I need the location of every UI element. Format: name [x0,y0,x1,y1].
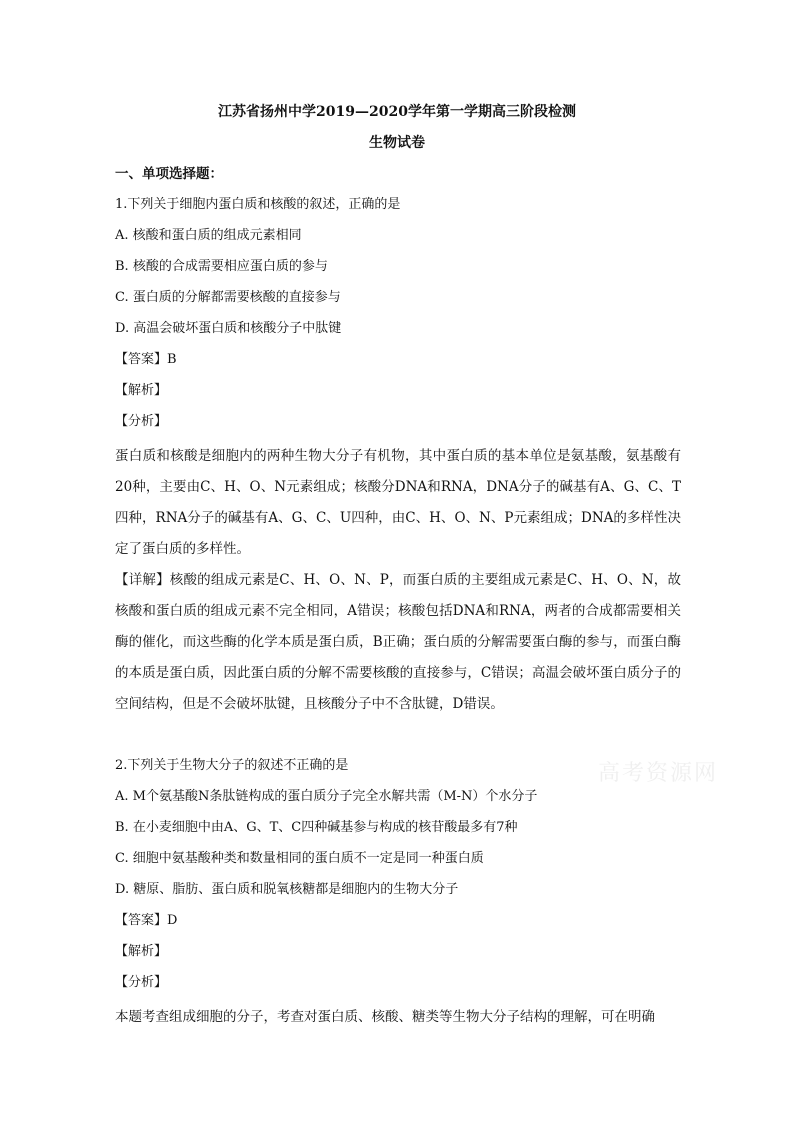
question-2-stem: 2.下列关于生物大分子的叙述不正确的是 [115,758,349,773]
question-2-answer: 【答案】D [115,913,178,928]
question-1-option-b: B. 核酸的合成需要相应蛋白质的参与 [115,259,328,274]
question-2-option-a: A. M个氨基酸N条肽链构成的蛋白质分子完全水解共需（M-N）个水分子 [115,789,538,804]
question-2-option-d: D. 糖原、脂肪、蛋白质和脱氧核糖都是细胞内的生物大分子 [115,882,459,897]
section-heading: 一、单项选择题： [115,166,223,182]
question-1-detail-text: 【详解】核酸的组成元素是C、H、O、N、P，而蛋白质的主要组成元素是C、H、O、N，故核酸和蛋白质的组成元素不完全相同，A错误；核酸包括DNA和RNA，两者的合成都需要相关酶的催化，而这些酶的化学本质是蛋白质，B正确；蛋白质的分解需要蛋白酶的参与，而蛋白酶的本质是蛋白质，因此蛋白质的分解不需要核酸的直接参与，C错误；高温会破坏蛋白质分子的空间结构，但是不会破坏肽键，且核酸分子中不含肽键，D错误。 [115,572,681,712]
question-1-answer: 【答案】B [115,352,177,367]
question-1-fenxi-label: 【分析】 [115,414,168,429]
question-2-option-c: C. 细胞中氨基酸种类和数量相同的蛋白质不一定是同一种蛋白质 [115,851,484,866]
question-1-analysis-label: 【解析】 [115,383,168,398]
document-title: 江苏省扬州中学2019—2020学年第一学期高三阶段检测 [218,104,576,120]
question-2-option-b: B. 在小麦细胞中由A、G、T、C四种碱基参与构成的核苷酸最多有7种 [115,820,518,835]
question-1-option-a: A. 核酸和蛋白质的组成元素相同 [115,228,302,243]
question-2-fenxi-label: 【分析】 [115,975,168,990]
question-2-fenxi-text: 本题考查组成细胞的分子，考查对蛋白质、核酸、糖类等生物大分子结构的理解，可在明确 [115,1009,655,1025]
question-1-option-c: C. 蛋白质的分解都需要核酸的直接参与 [115,290,341,305]
question-1-option-d: D. 高温会破坏蛋白质和核酸分子中肽键 [115,321,342,336]
document-subtitle: 生物试卷 [369,135,425,151]
watermark: 高考资源网 [598,761,719,786]
question-1-stem: 1.下列关于细胞内蛋白质和核酸的叙述，正确的是 [115,197,401,212]
question-1-fenxi-text: 蛋白质和核酸是细胞内的两种生物大分子有机物，其中蛋白质的基本单位是氨基酸，氨基酸有20种，主要由C、H、O、N元素组成；核酸分DNA和RNA，DNA分子的碱基有A、G、C、T四种，RNA分子的碱基有A、G、C、U四种，由C、H、O、N、P元素组成；DNA的多样性决定了蛋白质的多样性。 [115,448,681,557]
question-2-analysis-label: 【解析】 [115,944,168,959]
